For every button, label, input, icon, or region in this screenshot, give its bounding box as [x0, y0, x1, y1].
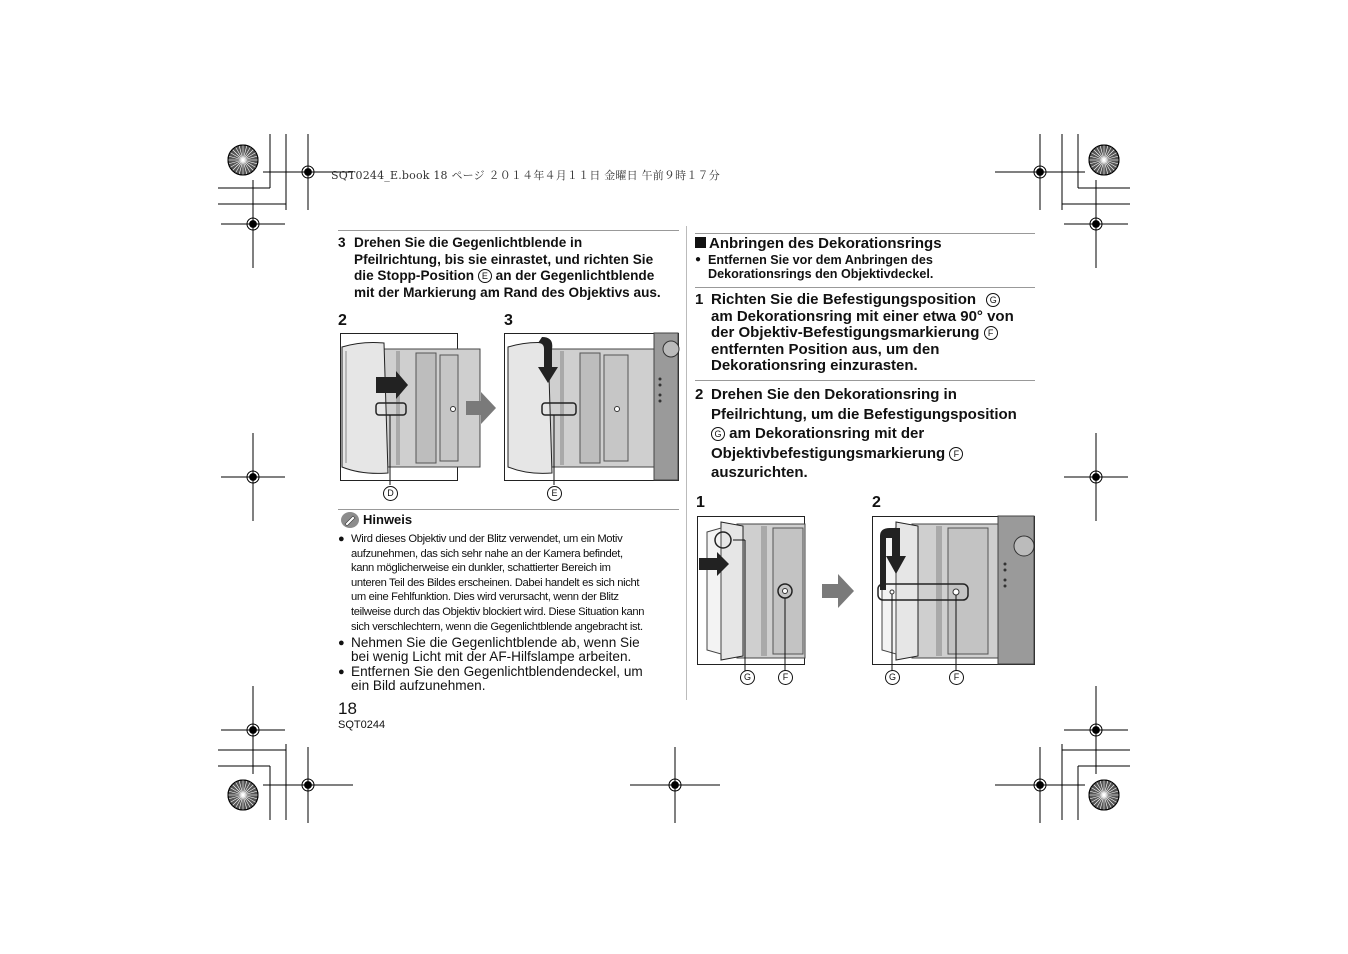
marker-f: F	[984, 326, 998, 340]
right-step-1-number: 1	[695, 291, 704, 308]
right-rule-3	[695, 380, 1035, 381]
step-3-line-3: die Stopp-Position	[354, 268, 475, 283]
step1-line1: Richten Sie die Befestigungsposition	[711, 291, 977, 308]
registration-target-icon	[1064, 686, 1128, 774]
note-3-line-1: Entfernen Sie den Gegenlichtblendendeckel, um	[351, 664, 643, 679]
registration-target-icon	[221, 180, 285, 268]
figure-label-2: 2	[338, 312, 347, 329]
registration-target-icon	[995, 747, 1085, 823]
callout-d: D	[383, 486, 398, 501]
note-1-line-7: sich verschlechtern, wenn die Gegenlichtblende angebracht ist.	[351, 620, 643, 633]
right-step-1	[695, 292, 1040, 375]
note-3-line-2: ein Bild aufzunehmen.	[351, 678, 486, 693]
bullet-dot: ●	[338, 637, 345, 649]
hood-figure-2	[340, 333, 460, 481]
marker-f-2: F	[949, 447, 963, 461]
right-step-2-number: 2	[695, 386, 704, 403]
step-3-line-3b: an der Gegenlichtblende	[495, 268, 655, 283]
section-title	[695, 235, 942, 252]
figure-label-1: 1	[696, 494, 705, 511]
note-1-line-1: Wird dieses Objektiv und der Blitz verwendet, um ein Motiv	[351, 533, 623, 545]
registration-target-icon	[1064, 180, 1128, 268]
step1-line5: Dekorationsring einzurasten.	[711, 357, 918, 375]
step1-line4: entfernten Position aus, um den	[711, 340, 940, 358]
note-pencil-icon	[341, 512, 359, 528]
registration-target-icon	[263, 747, 353, 823]
step2-line1: Drehen Sie den Dekorationsring in	[711, 386, 957, 403]
book-header: SQT0244_E.book 18 ページ ２０１４年４月１１日 金曜日 午前９時１７分	[331, 169, 720, 182]
bullet-dot: ●	[695, 254, 702, 265]
note-bullet-2	[338, 636, 683, 664]
callout-g-1: G	[740, 670, 755, 685]
note-bullet-3	[338, 665, 683, 693]
marker-g-2: G	[711, 427, 725, 441]
figure-label-2b: 2	[872, 494, 881, 511]
section-square-icon	[695, 237, 706, 248]
ring-figure-2	[872, 516, 1036, 666]
step-3	[338, 235, 683, 301]
marker-g: G	[986, 293, 1000, 307]
registration-target-icon	[630, 747, 720, 823]
registration-target-icon	[221, 433, 285, 521]
step2-line4: Objektivbefestigungsmarkierung	[711, 444, 946, 462]
figure-label-3: 3	[504, 312, 513, 329]
ring-figure-1	[697, 516, 807, 666]
marker-e: E	[478, 269, 492, 283]
registration-target-icon	[995, 134, 1085, 210]
document-code: SQT0244	[338, 719, 386, 731]
step-3-line-1: Drehen Sie die Gegenlichtblende in	[354, 235, 583, 250]
step-3-line-5: mit der Markierung am Rand des Objektivs aus.	[354, 284, 661, 300]
step2-line2: Pfeilrichtung, um die Befestigungsposition	[711, 405, 1017, 423]
rosette-icon	[228, 145, 258, 175]
note-2-line-2: bei wenig Licht mit der AF-Hilfslampe arbeiten.	[351, 649, 632, 664]
column-divider	[686, 226, 687, 700]
registration-target-icon	[221, 686, 285, 774]
bullet-dot: ●	[338, 533, 345, 545]
registration-target-icon	[1064, 433, 1128, 521]
right-arrow-icon	[466, 392, 498, 426]
right-step-2	[695, 385, 1040, 483]
step2-line3: am Dekorationsring mit der	[729, 425, 925, 443]
section-title-text: Anbringen des Dekorationsrings	[709, 235, 942, 252]
rosette-icon	[1089, 780, 1119, 810]
note-title: Hinweis	[363, 512, 413, 527]
rosette-icon	[1089, 145, 1119, 175]
intro-line-1: Entfernen Sie vor dem Anbringen des	[708, 253, 933, 267]
right-rule-2	[695, 287, 1035, 288]
callout-e: E	[547, 486, 562, 501]
hood-figure-3	[504, 333, 680, 481]
right-top-rule	[695, 233, 1035, 234]
rosette-icon	[228, 780, 258, 810]
note-1-line-4: unteren Teil des Bildes erscheinen. Dabei handelt es sich nicht	[351, 576, 640, 589]
note-bullet-1	[338, 532, 683, 634]
step1-line3: der Objektiv-Befestigungsmarkierung	[711, 324, 980, 342]
right-arrow-icon	[822, 574, 856, 610]
step-3-line-2: Pfeilrichtung, bis sie einrastet, und richten Sie	[354, 251, 654, 267]
callout-f-2: F	[949, 670, 964, 685]
step-3-number: 3	[338, 235, 346, 250]
note-1-line-3: kann möglicherweise ein dunkler, schattierter Bereich im	[351, 562, 611, 575]
callout-f-1: F	[778, 670, 793, 685]
intro-note	[695, 253, 933, 281]
note-1-line-5: um eine Fehlfunktion. Dies wird verursacht, wenn der Blitz	[351, 591, 619, 604]
intro-line-2: Dekorationsrings den Objektivdeckel.	[708, 267, 934, 281]
bullet-dot: ●	[338, 666, 345, 678]
note-top-rule	[338, 509, 679, 510]
step1-line2: am Dekorationsring mit einer etwa 90° von	[711, 307, 1014, 325]
page-number: 18	[338, 699, 357, 718]
note-1-line-2: aufzunehmen, das sich sehr nahe an der Kamera befindet,	[351, 547, 623, 560]
note-1-line-6: teilweise durch das Objektiv blockiert wird. Diese Situation kann	[351, 605, 645, 618]
callout-g-2: G	[885, 670, 900, 685]
step2-line5: auszurichten.	[711, 464, 808, 482]
left-top-rule	[338, 230, 679, 231]
note-2-line-1: Nehmen Sie die Gegenlichtblende ab, wenn Sie	[351, 635, 640, 650]
